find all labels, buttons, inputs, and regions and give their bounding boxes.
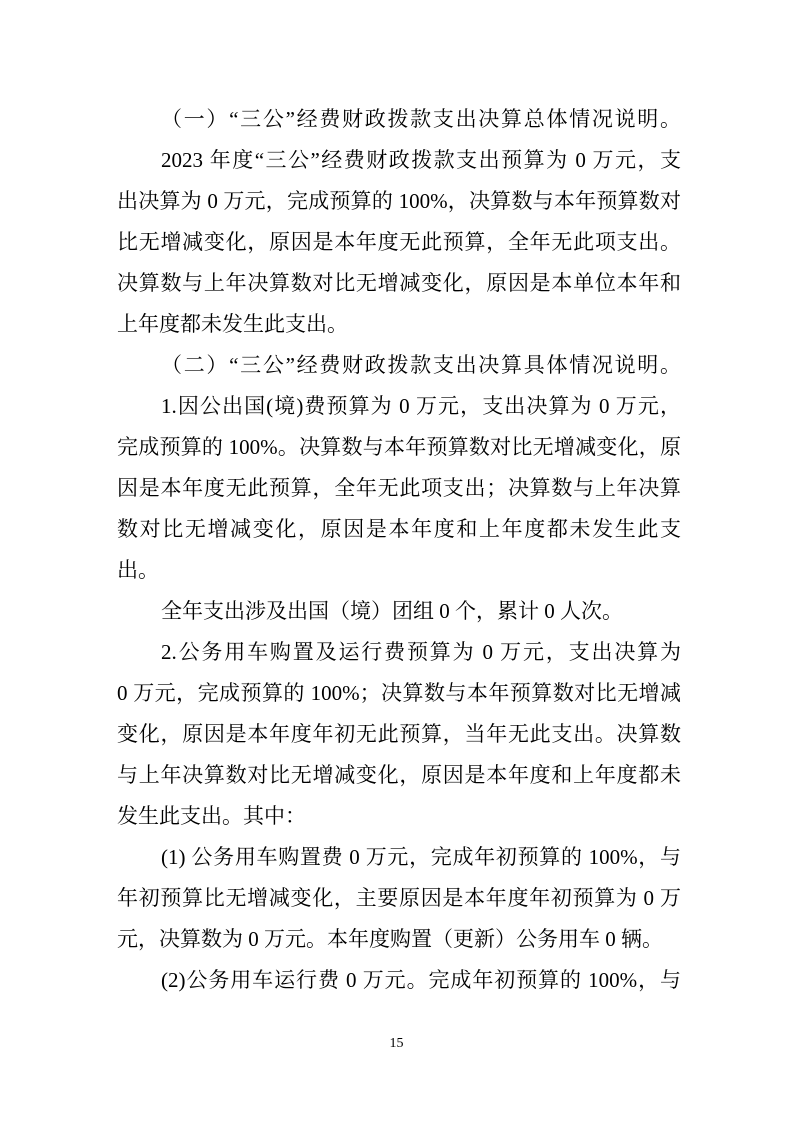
text-line: 出。 (117, 558, 159, 582)
document-body (117, 99, 681, 1001)
text-line: 年初预算比无增减变化，主要原因是本年度年初预算为 0 万 (117, 886, 681, 910)
page-number: 15 (389, 1036, 404, 1051)
text-line: 因是本年度无此预算，全年无此项支出；决算数与上年决算 (117, 476, 681, 500)
text-line: 出决算为 0 万元，完成预算的 100%，决算数与本年预算数对 (117, 189, 681, 213)
text-line: 决算数与上年决算数对比无增减变化，原因是本单位本年和 (117, 271, 681, 295)
text-line: （一）“三公”经费财政拨款支出决算总体情况说明。 (161, 107, 681, 131)
text-line: 发生此支出。其中： (117, 804, 306, 828)
text-line: 比无增减变化，原因是本年度无此预算，全年无此项支出。 (117, 230, 681, 254)
text-line: (1) 公务用车购置费 0 万元，完成年初预算的 100%，与 (161, 845, 681, 869)
text-line: 2023 年度“三公”经费财政拨款支出预算为 0 万元，支 (161, 148, 681, 172)
text-line: (2)公务用车运行费 0 万元。完成年初预算的 100%，与 (161, 968, 681, 992)
page-footer (0, 1034, 793, 1052)
text-line: 上年度都未发生此支出。 (117, 312, 348, 336)
text-line: 数对比无增减变化，原因是本年度和上年度都未发生此支 (117, 517, 681, 541)
text-line: 1.因公出国(境)费预算为 0 万元，支出决算为 0 万元， (161, 394, 681, 418)
text-line: 元，决算数为 0 万元。本年度购置（更新）公务用车 0 辆。 (117, 927, 663, 951)
text-line: 完成预算的 100%。决算数与本年预算数对比无增减变化，原 (117, 435, 681, 459)
text-line: 2.公务用车购置及运行费预算为 0 万元，支出决算为 (161, 640, 681, 664)
text-line: 与上年决算数对比无增减变化，原因是本年度和上年度都未 (117, 763, 681, 787)
text-line: 变化，原因是本年度年初无此预算，当年无此支出。决算数 (117, 722, 681, 746)
text-line: （二）“三公”经费财政拨款支出决算具体情况说明。 (161, 353, 681, 377)
text-line: 0 万元，完成预算的 100%；决算数与本年预算数对比无增减 (117, 681, 681, 705)
text-line: 全年支出涉及出国（境）团组 0 个，累计 0 人次。 (161, 599, 623, 623)
